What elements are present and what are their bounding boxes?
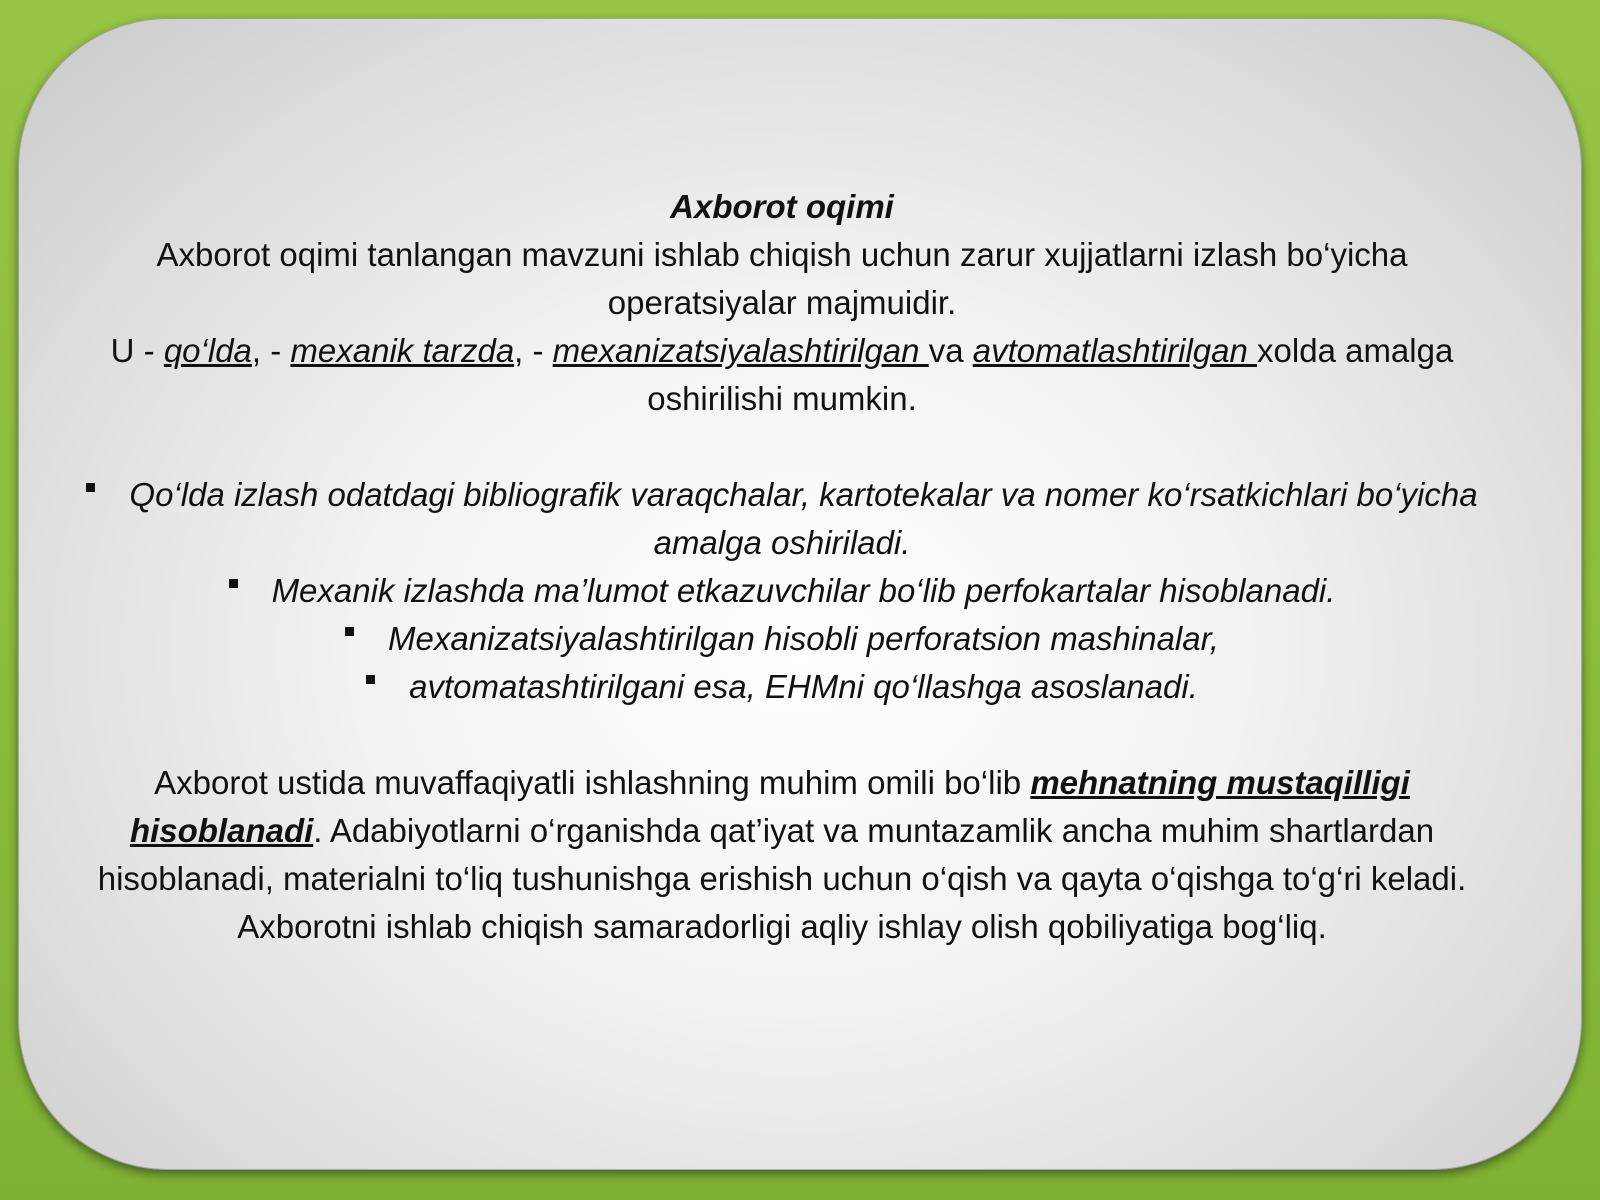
slide-content xyxy=(80,183,1484,951)
methods-prefix: U - xyxy=(110,332,164,369)
slide-title: Axborot oqimi xyxy=(670,188,894,225)
closing-emphasis: mehnatning mustaqilligi hisoblanadi xyxy=(129,764,1410,849)
square-bullet-icon xyxy=(366,675,375,684)
methods-sep-1: , - xyxy=(251,332,291,369)
bullet-text: Mexanizatsiyalashtirilgan hisobli perforatsion mashinalar, xyxy=(388,620,1219,657)
bullet-item xyxy=(80,663,1484,711)
square-bullet-icon xyxy=(229,579,238,588)
methods-paragraph xyxy=(80,327,1484,423)
closing-after: . Adabiyotlarni o‘rganishda qat’iyat va muntazamlik ancha muhim shartlardan hisoblanadi, materialni to‘liq tushunishga erishish uchun o‘qish va qayta o‘qishga to‘g‘ri keladi. Axborotni ishlab chiqish samaradorligi aqliy ishlay olish qobiliyatiga bog‘liq. xyxy=(97,812,1467,945)
bullet-text: Mexanik izlashda ma’lumot etkazuvchilar bo‘lib perfokartalar hisoblanadi. xyxy=(271,572,1336,609)
method-mechanical: mexanik tarzda xyxy=(290,332,515,369)
methods-sep-3: va xyxy=(928,332,973,369)
closing-before: Axborot ustida muvaffaqiyatli ishlashning muhim omili bo‘lib xyxy=(154,764,1031,801)
bullet-list xyxy=(80,471,1484,711)
closing-paragraph xyxy=(80,759,1484,951)
bullet-text: avtomatashtirilgani esa, EHMni qo‘llashga asoslanadi. xyxy=(409,668,1198,705)
spacer xyxy=(80,711,1484,759)
bullet-text: Qo‘lda izlash odatdagi bibliografik varaqchalar, kartotekalar va nomer ko‘rsatkichlari bo‘yicha amalga oshiriladi. xyxy=(129,476,1478,561)
bullet-item xyxy=(80,567,1484,615)
bullet-item xyxy=(80,471,1484,567)
spacer xyxy=(80,423,1484,471)
methods-suffix: xolda amalga oshirilishi mumkin. xyxy=(647,332,1454,417)
method-automated: avtomatlashtirilgan xyxy=(972,332,1258,369)
method-mechanized: mexanizatsiyalashtirilgan xyxy=(552,332,929,369)
square-bullet-icon xyxy=(86,483,95,492)
methods-sep-2: , - xyxy=(514,332,553,369)
intro-paragraph: Axborot oqimi tanlangan mavzuni ishlab chiqish uchun zarur xujjatlarni izlash bo‘yicha operatsiyalar majmuidir. xyxy=(156,236,1408,321)
square-bullet-icon xyxy=(345,627,354,636)
bullet-item xyxy=(80,615,1484,663)
method-manual: qo‘lda xyxy=(163,332,252,369)
